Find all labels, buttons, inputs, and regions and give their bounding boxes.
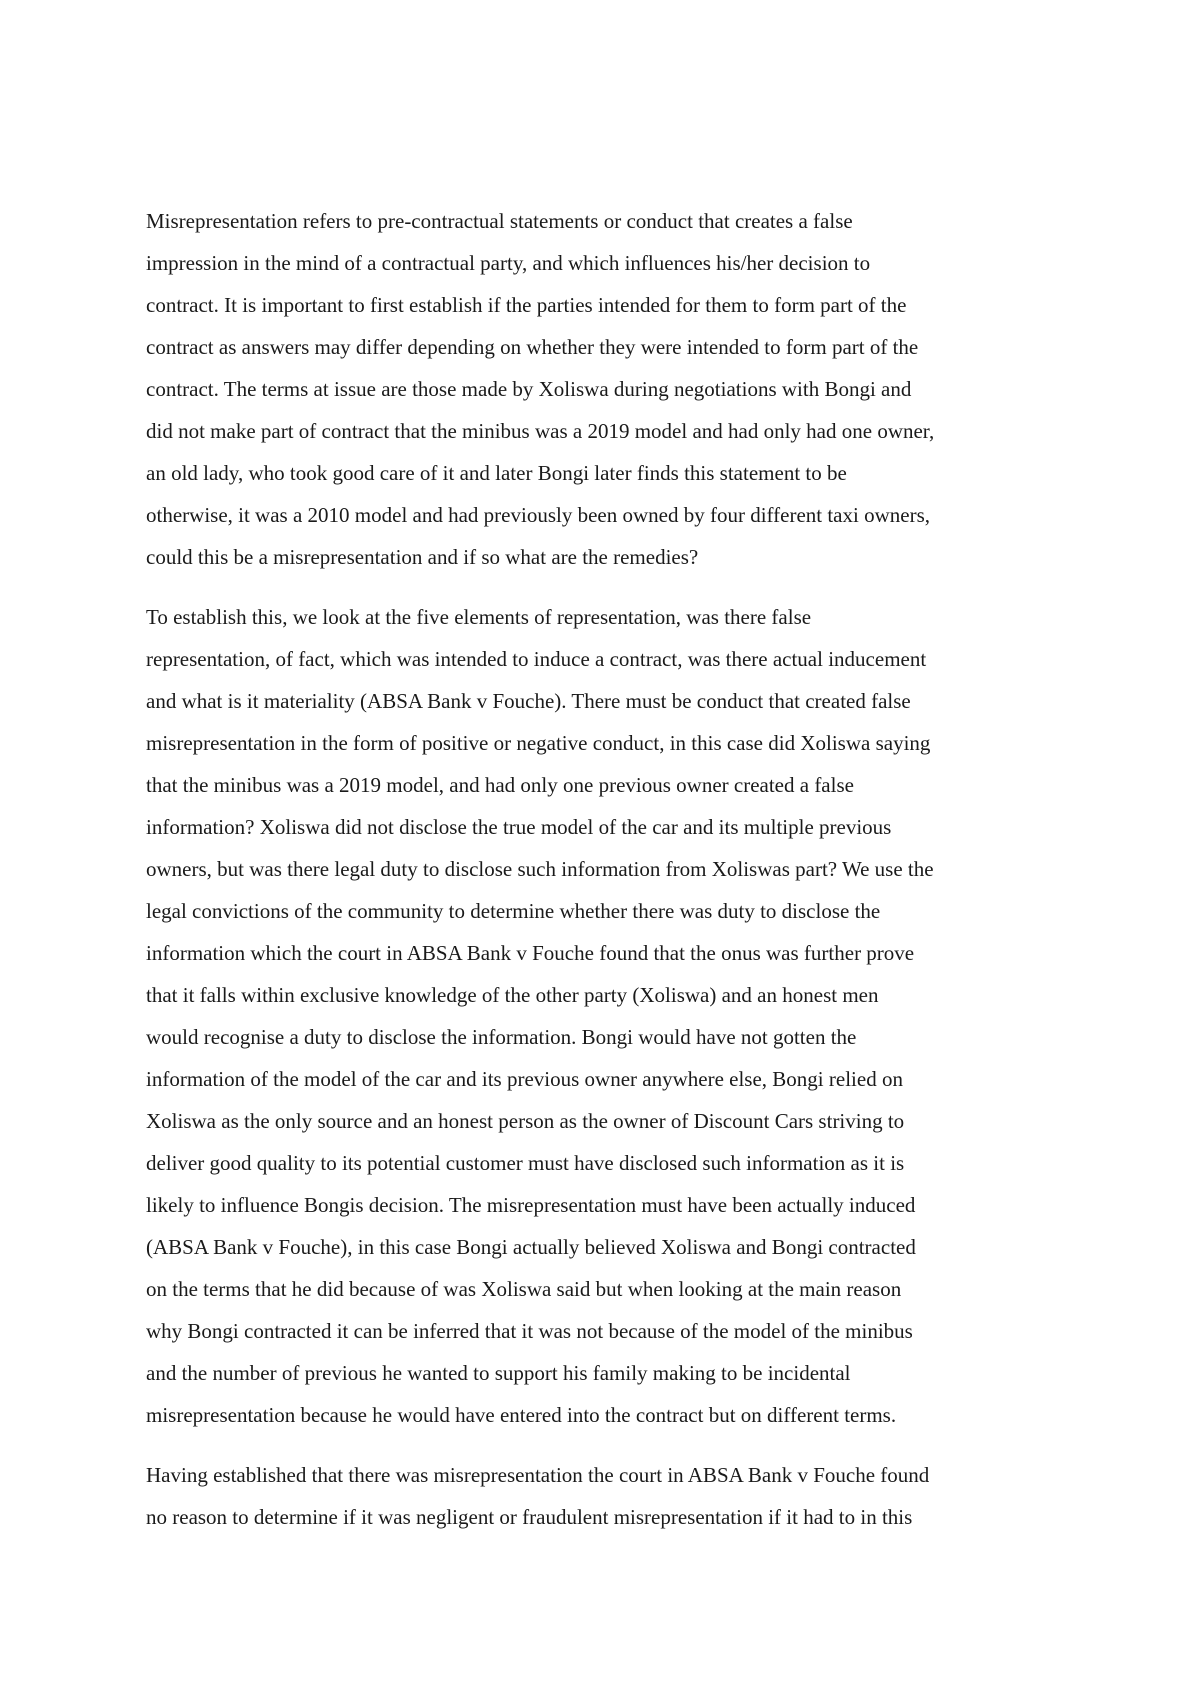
text-line: legal convictions of the community to determine whether there was duty to disclose the xyxy=(146,899,881,923)
text-line: misrepresentation in the form of positive or negative conduct, in this case did Xoliswa saying xyxy=(146,731,931,755)
text-line: contract as answers may differ depending on whether they were intended to form part of the xyxy=(146,335,919,359)
text-line: Xoliswa as the only source and an honest person as the owner of Discount Cars striving to xyxy=(146,1109,905,1133)
text-line: why Bongi contracted it can be inferred that it was not because of the model of the minibus xyxy=(146,1319,913,1343)
text-line: that the minibus was a 2019 model, and had only one previous owner created a false xyxy=(146,773,854,797)
text-line: To establish this, we look at the five elements of representation, was there false xyxy=(146,605,812,629)
text-line: otherwise, it was a 2010 model and had previously been owned by four different taxi owners, xyxy=(146,503,930,527)
text-line: contract. It is important to first establish if the parties intended for them to form part of the xyxy=(146,293,907,317)
text-line: Misrepresentation refers to pre-contractual statements or conduct that creates a false xyxy=(146,209,853,233)
text-line: Having established that there was misrepresentation the court in ABSA Bank v Fouche found xyxy=(146,1463,930,1487)
text-line: did not make part of contract that the minibus was a 2019 model and had only had one owner, xyxy=(146,419,935,443)
text-line: deliver good quality to its potential customer must have disclosed such information as it is xyxy=(146,1151,905,1175)
text-line: contract. The terms at issue are those made by Xoliswa during negotiations with Bongi and xyxy=(146,377,912,401)
text-line: owners, but was there legal duty to disclose such information from Xoliswas part? We use the xyxy=(146,857,934,881)
text-line: information of the model of the car and its previous owner anywhere else, Bongi relied on xyxy=(146,1067,903,1091)
text-line: representation, of fact, which was intended to induce a contract, was there actual inducement xyxy=(146,647,927,671)
text-line: would recognise a duty to disclose the information. Bongi would have not gotten the xyxy=(146,1025,857,1049)
text-line: impression in the mind of a contractual party, and which influences his/her decision to xyxy=(146,251,871,275)
document-body xyxy=(146,200,1066,1556)
text-line: (ABSA Bank v Fouche), in this case Bongi actually believed Xoliswa and Bongi contracted xyxy=(146,1235,916,1259)
text-line: misrepresentation because he would have entered into the contract but on different terms. xyxy=(146,1403,897,1427)
text-line: no reason to determine if it was negligent or fraudulent misrepresentation if it had to in this xyxy=(146,1505,913,1529)
text-line: an old lady, who took good care of it and later Bongi later finds this statement to be xyxy=(146,461,847,485)
paragraph-3 xyxy=(146,1454,1066,1538)
text-line: on the terms that he did because of was Xoliswa said but when looking at the main reason xyxy=(146,1277,902,1301)
text-line: could this be a misrepresentation and if so what are the remedies? xyxy=(146,545,699,569)
text-line: and the number of previous he wanted to support his family making to be incidental xyxy=(146,1361,851,1385)
paragraph-2 xyxy=(146,596,1066,1436)
text-line: information? Xoliswa did not disclose the true model of the car and its multiple previous xyxy=(146,815,892,839)
text-line: likely to influence Bongis decision. The misrepresentation must have been actually induced xyxy=(146,1193,916,1217)
text-line: that it falls within exclusive knowledge of the other party (Xoliswa) and an honest men xyxy=(146,983,879,1007)
text-line: and what is it materiality (ABSA Bank v Fouche). There must be conduct that created false xyxy=(146,689,911,713)
paragraph-1 xyxy=(146,200,1066,578)
text-line: information which the court in ABSA Bank v Fouche found that the onus was further prove xyxy=(146,941,915,965)
